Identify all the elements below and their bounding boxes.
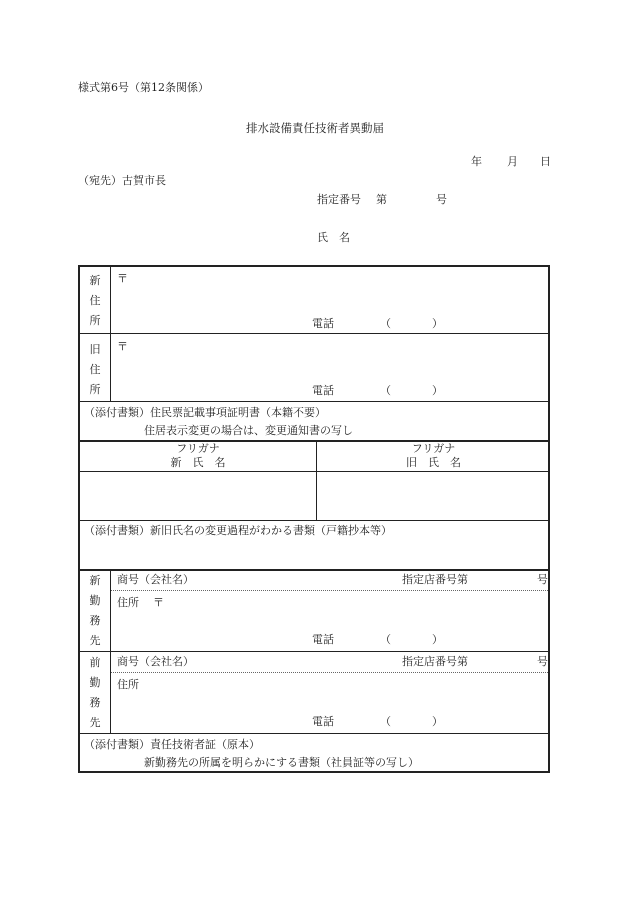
new-name-label: 新 氏 名: [170, 456, 226, 469]
old-employer-tel-open: （: [380, 715, 391, 728]
divider: [80, 471, 548, 472]
new-employer-shop-number-field[interactable]: [472, 572, 532, 588]
new-address-tel-open: （: [380, 317, 391, 330]
new-address-tel-label: 電話: [312, 317, 334, 330]
old-address-tel-field[interactable]: [392, 384, 432, 398]
addressee: （宛先）古賀市長: [78, 174, 166, 187]
old-name-furigana-label: フリガナ: [411, 442, 456, 455]
old-employer-label: 前 勤 務 先: [89, 656, 101, 729]
divider: [80, 401, 548, 402]
old-employer-address-label: 住所: [117, 678, 139, 691]
old-name-field[interactable]: [320, 475, 546, 517]
new-employer-tel-close: ）: [432, 633, 443, 646]
new-employer-tel-open: （: [380, 633, 391, 646]
new-employer-tel-label: 電話: [312, 633, 334, 646]
page-title: 排水設備責任技術者異動届: [246, 121, 384, 135]
new-employer-tel-field[interactable]: [392, 633, 432, 647]
attachment-name-line1: （添付書類）新旧氏名の変更過程がわかる書類（戸籍抄本等）: [84, 524, 392, 537]
old-employer-tel-field[interactable]: [392, 715, 432, 729]
divider: [80, 520, 548, 521]
new-address-tel-close: ）: [432, 317, 443, 330]
old-employer-shop-number-go: 号: [537, 655, 548, 668]
new-employer-shop-number-label: 指定店番号第: [402, 573, 468, 586]
attachment-address-line2: 住居表示変更の場合は、変更通知書の写し: [144, 424, 353, 437]
old-address-postal-mark: 〒: [117, 340, 128, 353]
divider: [110, 569, 111, 733]
date-year-label: 年: [471, 155, 482, 168]
new-employer-company-label: 商号（会社名）: [117, 573, 194, 586]
old-employer-shop-number-label: 指定店番号第: [402, 655, 468, 668]
designation-dai: 第: [376, 193, 387, 206]
divider: [80, 651, 548, 652]
new-employer-postal-mark: 〒: [153, 596, 164, 609]
old-employer-shop-number-field[interactable]: [472, 654, 532, 670]
old-address-tel-open: （: [380, 384, 391, 397]
divider: [80, 333, 548, 334]
new-name-furigana-label: フリガナ: [176, 442, 220, 455]
dotted-divider: [110, 672, 548, 673]
old-address-label: 旧 住 所: [89, 343, 101, 396]
old-employer-tel-close: ）: [432, 715, 443, 728]
new-address-field[interactable]: [113, 285, 538, 313]
old-employer-address-field[interactable]: [150, 676, 538, 714]
divider: [110, 267, 111, 401]
old-address-field[interactable]: [113, 353, 538, 381]
divider: [80, 733, 548, 734]
attachment-employer-line1: （添付書類）責任技術者証（原本）: [84, 738, 260, 751]
old-address-tel-label: 電話: [312, 384, 334, 397]
new-employer-address-field[interactable]: [168, 594, 538, 632]
dotted-divider: [110, 590, 548, 591]
designation-go: 号: [436, 193, 447, 206]
new-address-tel-field[interactable]: [392, 317, 432, 331]
form-number: 様式第6号（第12条関係）: [78, 81, 209, 94]
new-name-field[interactable]: [84, 475, 312, 517]
new-address-label: 新 住 所: [89, 274, 101, 327]
new-employer-label: 新 勤 務 先: [89, 574, 101, 647]
old-employer-company-field[interactable]: [200, 654, 400, 670]
old-employer-tel-label: 電話: [312, 715, 334, 728]
attachment-address-line1: （添付書類）住民票記載事項証明書（本籍不要）: [84, 406, 326, 419]
applicant-name-label: 氏 名: [317, 231, 350, 244]
old-address-tel-close: ）: [432, 384, 443, 397]
old-name-label: 旧 氏 名: [406, 456, 461, 469]
date-day-label: 日: [540, 155, 551, 168]
attachment-employer-line2: 新勤務先の所属を明らかにする書類（社員証等の写し）: [144, 756, 419, 769]
designation-label: 指定番号: [317, 193, 361, 206]
date-month-label: 月: [507, 155, 518, 168]
form-table: [78, 265, 550, 773]
new-employer-address-label: 住所: [117, 596, 139, 609]
old-employer-company-label: 商号（会社名）: [117, 655, 194, 668]
divider: [80, 569, 548, 571]
new-employer-shop-number-go: 号: [537, 573, 548, 586]
new-employer-company-field[interactable]: [200, 572, 400, 588]
new-address-postal-mark: 〒: [117, 272, 128, 285]
